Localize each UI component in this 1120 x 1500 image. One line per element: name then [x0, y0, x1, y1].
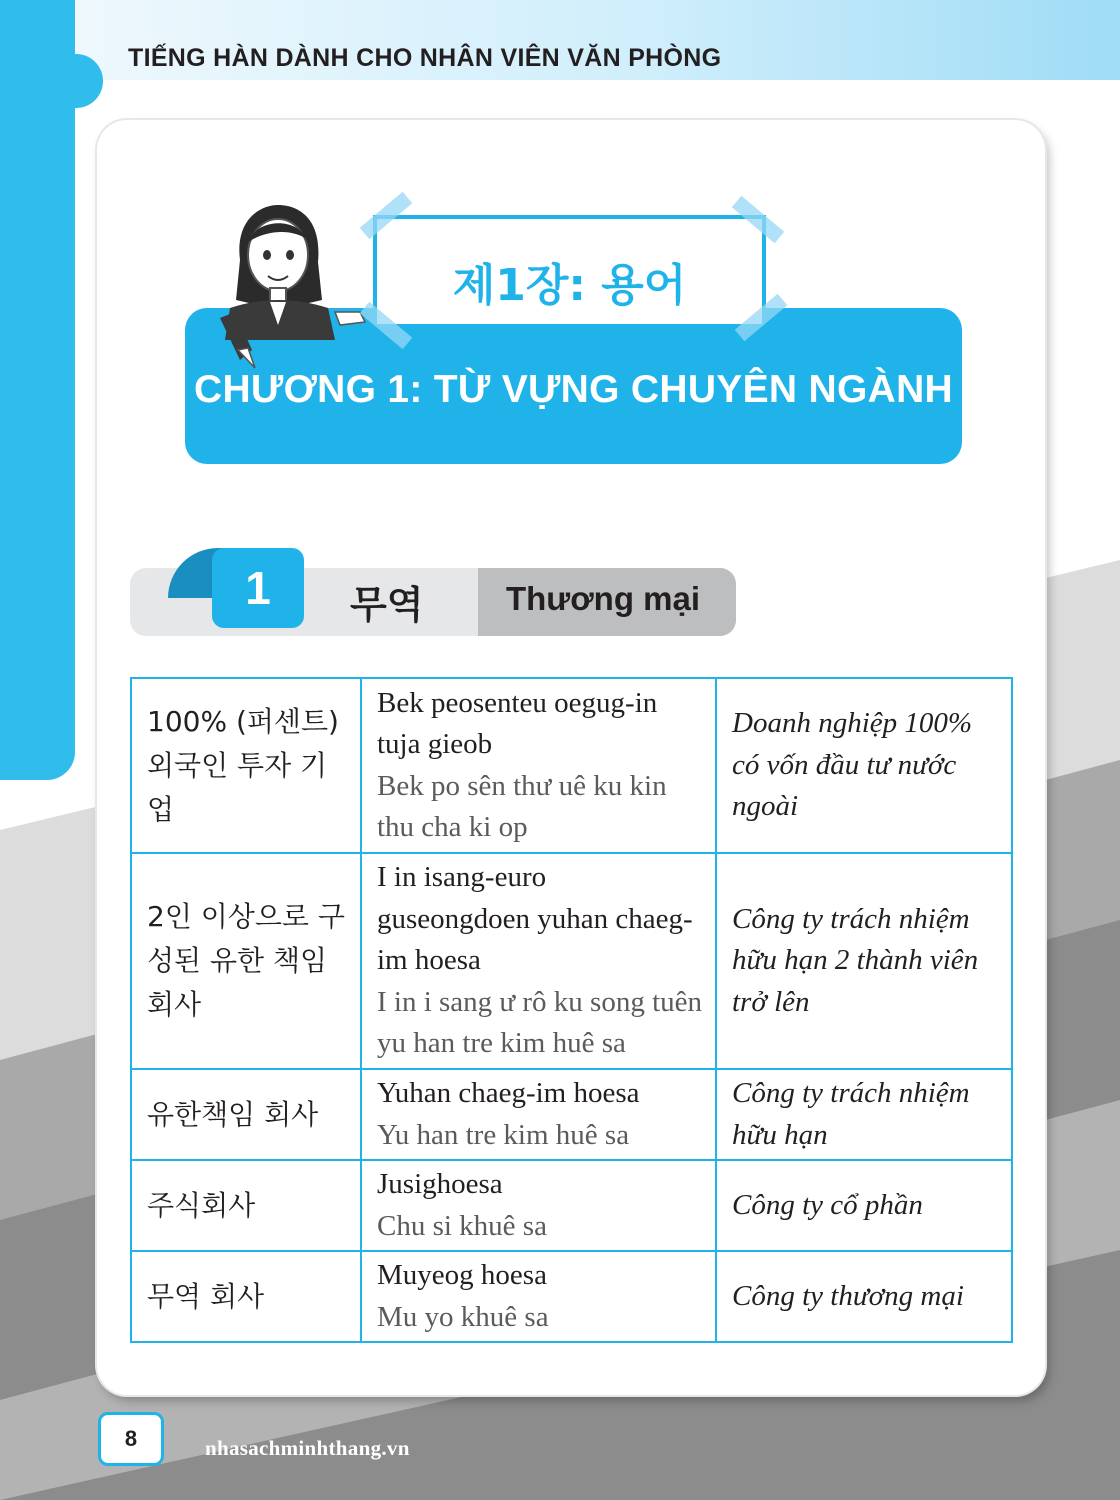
term-reading — [361, 1160, 716, 1251]
vietnamese-meaning: Doanh nghiệp 100% có vốn đầu tư nước ngoài — [716, 678, 1012, 853]
term-reading — [361, 1251, 716, 1342]
term-reading — [361, 678, 716, 853]
section-title-vietnamese: Thương mại — [505, 580, 701, 617]
korean-term: 100% (퍼센트) 외국인 투자 기업 — [131, 678, 361, 853]
page-number: 8 — [98, 1412, 164, 1466]
chapter-title-box — [373, 215, 766, 328]
pronunciation: Yu han tre kim huê sa — [377, 1118, 630, 1151]
section-number: 1 — [212, 548, 304, 628]
romanization: Yuhan chaeg-im hoesa — [377, 1077, 640, 1109]
korean-term: 유한책임 회사 — [131, 1069, 361, 1160]
pronunciation: Chu si khuê sa — [377, 1209, 547, 1242]
romanization: Jusighoesa — [377, 1168, 503, 1200]
korean-term: 무역 회사 — [131, 1251, 361, 1342]
romanization: Muyeog hoesa — [377, 1259, 547, 1291]
korean-term: 주식회사 — [131, 1160, 361, 1251]
vietnamese-meaning: Công ty thương mại — [716, 1251, 1012, 1342]
pronunciation: Mu yo khuê sa — [377, 1300, 549, 1333]
vocab-table — [130, 677, 1013, 1343]
romanization: Bek peosenteu oegug-in tuja gieob — [377, 686, 658, 760]
table-row — [131, 1069, 1012, 1160]
vietnamese-meaning: Công ty trách nhiệm hữu hạn 2 thành viên trở lên — [716, 853, 1012, 1069]
korean-term: 2인 이상으로 구성된 유한 책임회사 — [131, 853, 361, 1069]
chapter-title-korean: 제1장: 용어 — [452, 260, 687, 311]
pronunciation: Bek po sên thư uê ku kin thu cha ki op — [377, 769, 667, 843]
vietnamese-meaning: Công ty trách nhiệm hữu hạn — [716, 1069, 1012, 1160]
term-reading — [361, 1069, 716, 1160]
left-color-strip — [0, 0, 75, 780]
term-reading — [361, 853, 716, 1069]
book-title: TIẾNG HÀN DÀNH CHO NHÂN VIÊN VĂN PHÒNG — [128, 44, 722, 72]
table-row — [131, 1160, 1012, 1251]
table-row — [131, 1251, 1012, 1342]
pronunciation: I in i sang ư rô ku song tuên yu han tre kim huê sa — [377, 985, 703, 1060]
section-title-korean: 무역 — [350, 583, 424, 627]
romanization: I in isang-euro guseongdoen yuhan chaeg-im hoesa — [377, 861, 693, 977]
vietnamese-meaning: Công ty cổ phần — [716, 1160, 1012, 1251]
table-row — [131, 678, 1012, 853]
publisher-website[interactable]: nhasachminhthang.vn — [205, 1436, 410, 1460]
chapter-title-vietnamese: CHƯƠNG 1: TỪ VỰNG CHUYÊN NGÀNH — [193, 368, 954, 411]
table-row — [131, 853, 1012, 1069]
